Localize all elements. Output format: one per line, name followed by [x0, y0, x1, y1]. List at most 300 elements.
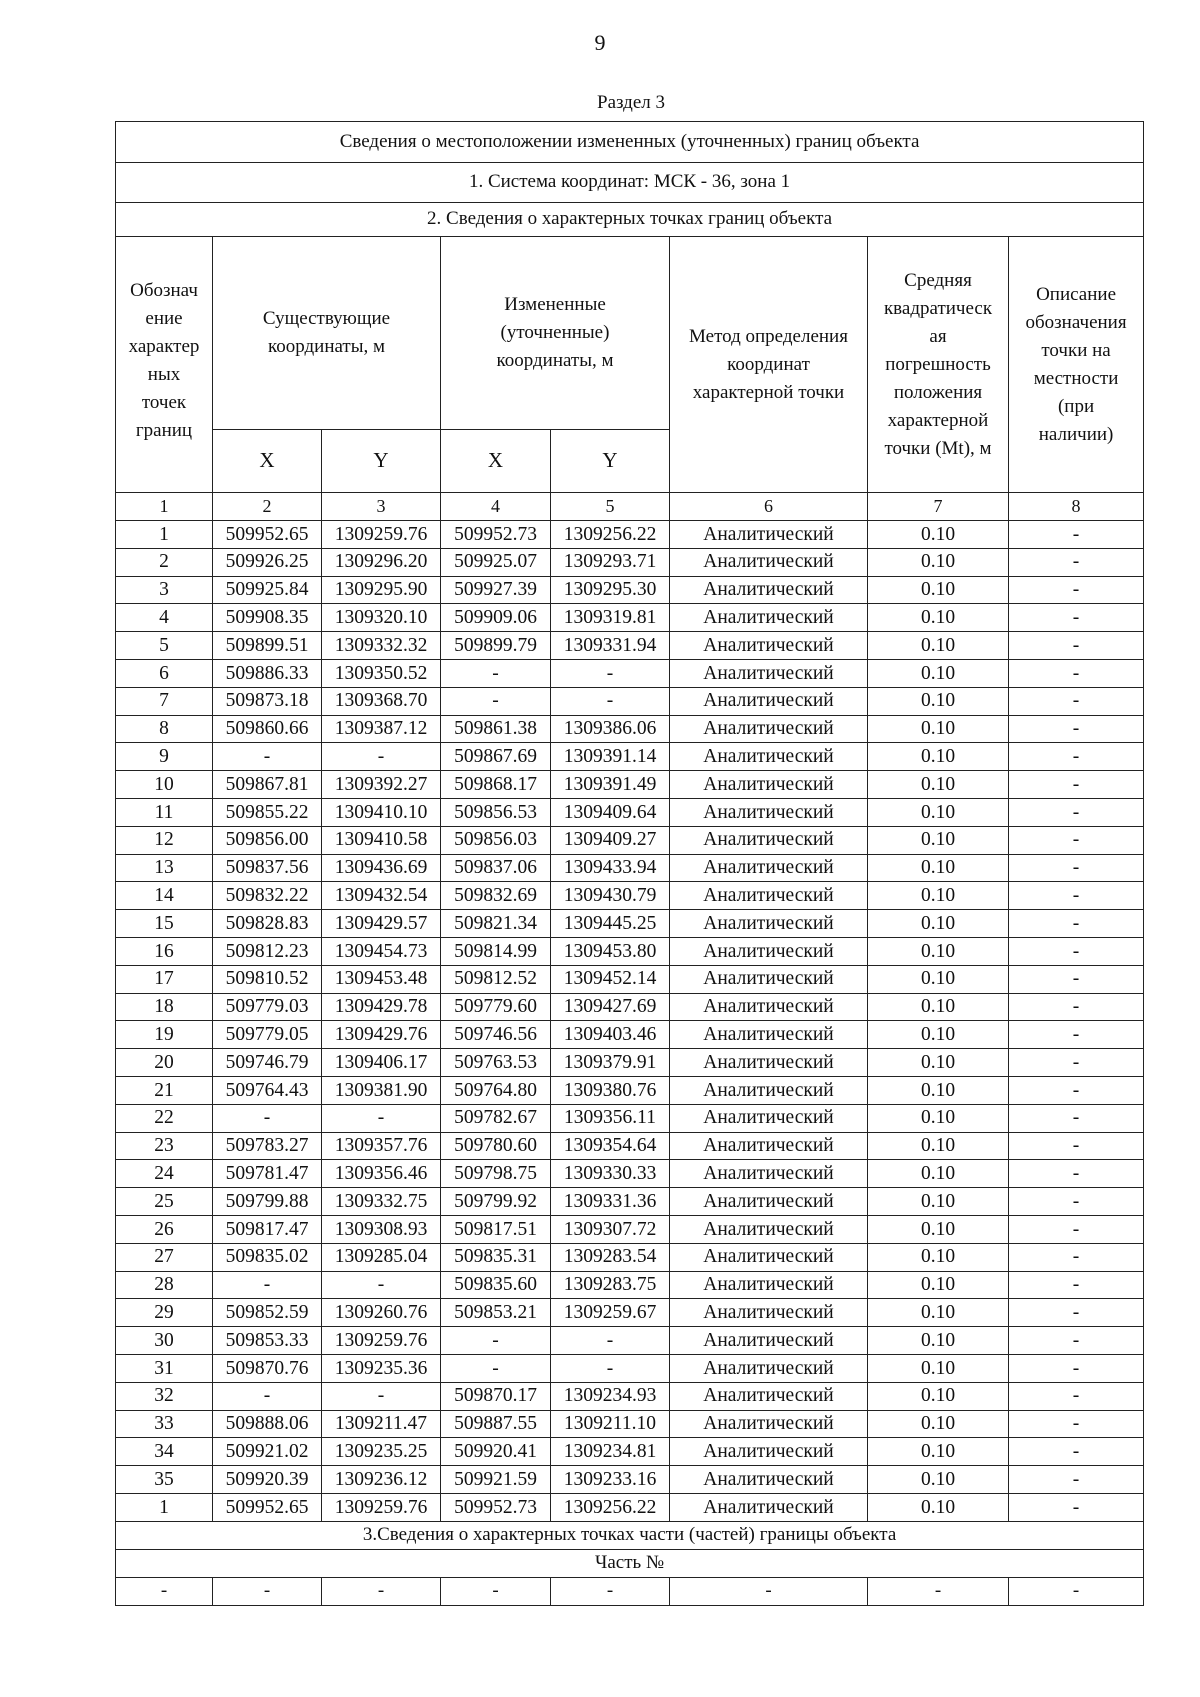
empty-cell: - [670, 1577, 868, 1605]
existing-y-cell: 1309429.76 [322, 1021, 441, 1049]
method-cell: Аналитический [670, 1410, 868, 1438]
method-cell: Аналитический [670, 1076, 868, 1104]
table-row [116, 715, 1144, 743]
changed-y-cell: 1309380.76 [551, 1076, 670, 1104]
point-number-cell: 9 [116, 743, 213, 771]
table-row [116, 1076, 1144, 1104]
existing-y-cell: 1309410.10 [322, 798, 441, 826]
table-row [116, 1104, 1144, 1132]
changed-y-cell: 1309391.49 [551, 771, 670, 799]
method-cell: Аналитический [670, 1382, 868, 1410]
existing-x-cell: 509828.83 [213, 910, 322, 938]
existing-y-cell: 1309295.90 [322, 576, 441, 604]
description-cell: - [1009, 1354, 1144, 1382]
column-number: 8 [1009, 493, 1144, 521]
method-cell: Аналитический [670, 1493, 868, 1521]
description-cell: - [1009, 965, 1144, 993]
changed-y-cell: 1309293.71 [551, 548, 670, 576]
changed-y-cell: 1309319.81 [551, 604, 670, 632]
point-number-cell: 10 [116, 771, 213, 799]
point-number-cell: 17 [116, 965, 213, 993]
column-number: 7 [868, 493, 1009, 521]
changed-x-cell: 509746.56 [441, 1021, 551, 1049]
method-cell: Аналитический [670, 854, 868, 882]
existing-y-cell: 1309285.04 [322, 1243, 441, 1271]
empty-cell: - [322, 1577, 441, 1605]
existing-y-cell: 1309454.73 [322, 937, 441, 965]
header-existing-coords: Существующие координаты, м [213, 237, 441, 430]
description-cell: - [1009, 687, 1144, 715]
changed-y-cell: 1309234.93 [551, 1382, 670, 1410]
changed-x-cell: 509856.03 [441, 826, 551, 854]
existing-y-cell: 1309296.20 [322, 548, 441, 576]
table-row [116, 1410, 1144, 1438]
table-row [116, 548, 1144, 576]
point-number-cell: 35 [116, 1466, 213, 1494]
point-number-cell: 34 [116, 1438, 213, 1466]
description-cell: - [1009, 743, 1144, 771]
existing-y-cell: 1309387.12 [322, 715, 441, 743]
existing-y-cell: 1309332.32 [322, 632, 441, 660]
mean-error-cell: 0.10 [868, 1354, 1009, 1382]
point-number-cell: 4 [116, 604, 213, 632]
mean-error-cell: 0.10 [868, 1438, 1009, 1466]
empty-cell: - [116, 1577, 213, 1605]
header-point-designation: Обознач ение характер ных точек границ [116, 237, 213, 493]
changed-x-cell: 509868.17 [441, 771, 551, 799]
mean-error-cell: 0.10 [868, 798, 1009, 826]
changed-y-cell: 1309409.27 [551, 826, 670, 854]
method-cell: Аналитический [670, 1299, 868, 1327]
method-cell: Аналитический [670, 1215, 868, 1243]
mean-error-cell: 0.10 [868, 521, 1009, 549]
changed-x-cell: 509821.34 [441, 910, 551, 938]
existing-x-cell: 509860.66 [213, 715, 322, 743]
method-cell: Аналитический [670, 826, 868, 854]
method-cell: Аналитический [670, 1132, 868, 1160]
existing-y-cell: 1309429.57 [322, 910, 441, 938]
points-heading: 2. Сведения о характерных точках границ объекта [116, 203, 1144, 237]
point-number-cell: 25 [116, 1188, 213, 1216]
method-cell: Аналитический [670, 1327, 868, 1355]
point-number-cell: 15 [116, 910, 213, 938]
table-row [116, 576, 1144, 604]
changed-y-cell: 1309403.46 [551, 1021, 670, 1049]
description-cell: - [1009, 1049, 1144, 1077]
point-number-cell: 8 [116, 715, 213, 743]
existing-y-cell: 1309410.58 [322, 826, 441, 854]
description-cell: - [1009, 1188, 1144, 1216]
existing-y-cell: 1309357.76 [322, 1132, 441, 1160]
changed-y-cell: 1309427.69 [551, 993, 670, 1021]
mean-error-cell: 0.10 [868, 1049, 1009, 1077]
changed-y-cell: 1309233.16 [551, 1466, 670, 1494]
empty-part-row [116, 1577, 1144, 1605]
point-number-cell: 11 [116, 798, 213, 826]
description-cell: - [1009, 1243, 1144, 1271]
mean-error-cell: 0.10 [868, 854, 1009, 882]
changed-y-cell: - [551, 687, 670, 715]
method-cell: Аналитический [670, 604, 868, 632]
method-cell: Аналитический [670, 659, 868, 687]
existing-y-cell: 1309235.25 [322, 1438, 441, 1466]
description-cell: - [1009, 1493, 1144, 1521]
section-title: Раздел 3 [597, 92, 665, 113]
existing-y-cell: 1309259.76 [322, 1327, 441, 1355]
changed-y-cell: - [551, 659, 670, 687]
mean-error-cell: 0.10 [868, 1382, 1009, 1410]
existing-x-cell: 509746.79 [213, 1049, 322, 1077]
mean-error-cell: 0.10 [868, 1493, 1009, 1521]
method-cell: Аналитический [670, 1271, 868, 1299]
parts-heading-row [116, 1521, 1144, 1549]
existing-x-cell: 509837.56 [213, 854, 322, 882]
empty-cell: - [1009, 1577, 1144, 1605]
changed-x-cell: 509837.06 [441, 854, 551, 882]
point-number-cell: 20 [116, 1049, 213, 1077]
table-row [116, 1466, 1144, 1494]
description-cell: - [1009, 548, 1144, 576]
changed-x-cell: 509780.60 [441, 1132, 551, 1160]
description-cell: - [1009, 632, 1144, 660]
changed-x-cell: - [441, 1354, 551, 1382]
changed-y-cell: 1309433.94 [551, 854, 670, 882]
point-number-cell: 31 [116, 1354, 213, 1382]
existing-x-cell: 509952.65 [213, 1493, 322, 1521]
changed-y-cell: 1309430.79 [551, 882, 670, 910]
changed-y-cell: 1309283.54 [551, 1243, 670, 1271]
point-number-cell: 23 [116, 1132, 213, 1160]
description-cell: - [1009, 1271, 1144, 1299]
existing-x-cell: 509853.33 [213, 1327, 322, 1355]
description-cell: - [1009, 604, 1144, 632]
table-row [116, 1382, 1144, 1410]
existing-x-cell: 509870.76 [213, 1354, 322, 1382]
mean-error-cell: 0.10 [868, 1132, 1009, 1160]
mean-error-cell: 0.10 [868, 743, 1009, 771]
table-row [116, 1354, 1144, 1382]
description-cell: - [1009, 576, 1144, 604]
method-cell: Аналитический [670, 1160, 868, 1188]
mean-error-cell: 0.10 [868, 1104, 1009, 1132]
mean-error-cell: 0.10 [868, 1188, 1009, 1216]
description-cell: - [1009, 993, 1144, 1021]
point-number-cell: 18 [116, 993, 213, 1021]
description-cell: - [1009, 854, 1144, 882]
point-number-cell: 12 [116, 826, 213, 854]
table-row [116, 1327, 1144, 1355]
table-row [116, 1215, 1144, 1243]
changed-y-cell: 1309256.22 [551, 1493, 670, 1521]
method-cell: Аналитический [670, 1354, 868, 1382]
existing-x-cell: 509908.35 [213, 604, 322, 632]
description-cell: - [1009, 1160, 1144, 1188]
method-cell: Аналитический [670, 548, 868, 576]
existing-x-cell: 509852.59 [213, 1299, 322, 1327]
point-number-cell: 21 [116, 1076, 213, 1104]
table-row [116, 1243, 1144, 1271]
table-row [116, 826, 1144, 854]
changed-y-cell: 1309256.22 [551, 521, 670, 549]
existing-x-cell: 509779.03 [213, 993, 322, 1021]
changed-y-cell: 1309452.14 [551, 965, 670, 993]
column-number: 1 [116, 493, 213, 521]
description-cell: - [1009, 521, 1144, 549]
mean-error-cell: 0.10 [868, 632, 1009, 660]
table-row [116, 632, 1144, 660]
changed-y-cell: - [551, 1327, 670, 1355]
description-cell: - [1009, 910, 1144, 938]
table-row [116, 1132, 1144, 1160]
point-number-cell: 33 [116, 1410, 213, 1438]
mean-error-cell: 0.10 [868, 910, 1009, 938]
existing-x-cell: 509810.52 [213, 965, 322, 993]
header-mean-error: Средняя квадратическ ая погрешность положения характерной точки (Mt), м [868, 237, 1009, 493]
table-row [116, 854, 1144, 882]
changed-x-cell: 509832.69 [441, 882, 551, 910]
changed-x-cell: 509835.60 [441, 1271, 551, 1299]
changed-x-cell: 509798.75 [441, 1160, 551, 1188]
empty-cell: - [551, 1577, 670, 1605]
table-row [116, 910, 1144, 938]
changed-x-cell: 509853.21 [441, 1299, 551, 1327]
method-cell: Аналитический [670, 1049, 868, 1077]
method-cell: Аналитический [670, 771, 868, 799]
table-row [116, 687, 1144, 715]
boundary-points-table [115, 121, 1144, 1606]
existing-x-cell: 509779.05 [213, 1021, 322, 1049]
table-row [116, 965, 1144, 993]
mean-error-cell: 0.10 [868, 659, 1009, 687]
parts-heading: 3.Сведения о характерных точках части (частей) границы объекта [116, 1521, 1144, 1549]
changed-x-cell: 509925.07 [441, 548, 551, 576]
changed-y-cell: 1309259.67 [551, 1299, 670, 1327]
changed-x-cell: 509856.53 [441, 798, 551, 826]
method-cell: Аналитический [670, 521, 868, 549]
empty-cell: - [441, 1577, 551, 1605]
mean-error-cell: 0.10 [868, 826, 1009, 854]
point-number-cell: 30 [116, 1327, 213, 1355]
changed-x-cell: 509952.73 [441, 1493, 551, 1521]
changed-x-cell: 509782.67 [441, 1104, 551, 1132]
method-cell: Аналитический [670, 1466, 868, 1494]
changed-y-cell: 1309354.64 [551, 1132, 670, 1160]
existing-x-cell: 509873.18 [213, 687, 322, 715]
table-row [116, 521, 1144, 549]
point-number-cell: 1 [116, 521, 213, 549]
table-row [116, 1188, 1144, 1216]
description-cell: - [1009, 882, 1144, 910]
existing-y-cell: 1309259.76 [322, 521, 441, 549]
existing-x-cell: 509835.02 [213, 1243, 322, 1271]
existing-x-cell: 509783.27 [213, 1132, 322, 1160]
changed-x-cell: - [441, 687, 551, 715]
changed-x-cell: 509899.79 [441, 632, 551, 660]
point-number-cell: 28 [116, 1271, 213, 1299]
mean-error-cell: 0.10 [868, 965, 1009, 993]
existing-x-cell: 509888.06 [213, 1410, 322, 1438]
existing-x-cell: 509921.02 [213, 1438, 322, 1466]
changed-y-cell: 1309453.80 [551, 937, 670, 965]
point-number-cell: 26 [116, 1215, 213, 1243]
changed-y-cell: 1309386.06 [551, 715, 670, 743]
method-cell: Аналитический [670, 798, 868, 826]
existing-y-cell: - [322, 743, 441, 771]
method-cell: Аналитический [670, 632, 868, 660]
description-cell: - [1009, 1132, 1144, 1160]
changed-x-cell: - [441, 659, 551, 687]
table-row [116, 604, 1144, 632]
existing-y-cell: 1309332.75 [322, 1188, 441, 1216]
description-cell: - [1009, 1410, 1144, 1438]
changed-y-cell: 1309331.94 [551, 632, 670, 660]
method-cell: Аналитический [670, 1021, 868, 1049]
empty-cell: - [868, 1577, 1009, 1605]
table-title-row [116, 122, 1144, 163]
table-row [116, 771, 1144, 799]
existing-y-cell: - [322, 1104, 441, 1132]
method-cell: Аналитический [670, 965, 868, 993]
existing-y-cell: 1309235.36 [322, 1354, 441, 1382]
table-row [116, 1438, 1144, 1466]
changed-x-cell: 509870.17 [441, 1382, 551, 1410]
mean-error-cell: 0.10 [868, 1271, 1009, 1299]
existing-y-cell: 1309429.78 [322, 993, 441, 1021]
changed-y-cell: 1309379.91 [551, 1049, 670, 1077]
mean-error-cell: 0.10 [868, 548, 1009, 576]
table-row [116, 798, 1144, 826]
description-cell: - [1009, 937, 1144, 965]
changed-x-cell: 509921.59 [441, 1466, 551, 1494]
description-cell: - [1009, 771, 1144, 799]
description-cell: - [1009, 659, 1144, 687]
existing-x-cell: - [213, 743, 322, 771]
header-changed-y: Y [551, 430, 670, 493]
existing-y-cell: 1309211.47 [322, 1410, 441, 1438]
changed-x-cell: 509920.41 [441, 1438, 551, 1466]
coord-system: 1. Система координат: МСК - 36, зона 1 [116, 163, 1144, 203]
point-number-cell: 27 [116, 1243, 213, 1271]
header-existing-x: X [213, 430, 322, 493]
points-heading-row [116, 203, 1144, 237]
mean-error-cell: 0.10 [868, 576, 1009, 604]
changed-x-cell: 509779.60 [441, 993, 551, 1021]
method-cell: Аналитический [670, 993, 868, 1021]
changed-y-cell: 1309295.30 [551, 576, 670, 604]
changed-y-cell: 1309330.33 [551, 1160, 670, 1188]
table-row [116, 1160, 1144, 1188]
point-number-cell: 24 [116, 1160, 213, 1188]
existing-y-cell: 1309236.12 [322, 1466, 441, 1494]
changed-x-cell: 509835.31 [441, 1243, 551, 1271]
method-cell: Аналитический [670, 743, 868, 771]
existing-y-cell: 1309381.90 [322, 1076, 441, 1104]
header-method: Метод определения координат характерной точки [670, 237, 868, 493]
changed-y-cell: 1309409.64 [551, 798, 670, 826]
mean-error-cell: 0.10 [868, 937, 1009, 965]
description-cell: - [1009, 1327, 1144, 1355]
table-row [116, 659, 1144, 687]
changed-x-cell: 509817.51 [441, 1215, 551, 1243]
description-cell: - [1009, 1438, 1144, 1466]
existing-x-cell: 509817.47 [213, 1215, 322, 1243]
header-changed-x: X [441, 430, 551, 493]
point-number-cell: 5 [116, 632, 213, 660]
column-number: 3 [322, 493, 441, 521]
changed-x-cell: 509812.52 [441, 965, 551, 993]
point-number-cell: 6 [116, 659, 213, 687]
mean-error-cell: 0.10 [868, 1215, 1009, 1243]
existing-y-cell: 1309432.54 [322, 882, 441, 910]
existing-x-cell: - [213, 1382, 322, 1410]
mean-error-cell: 0.10 [868, 771, 1009, 799]
description-cell: - [1009, 1215, 1144, 1243]
existing-y-cell: 1309356.46 [322, 1160, 441, 1188]
table-title: Сведения о местоположении измененных (уточненных) границ объекта [116, 122, 1144, 163]
header-row [116, 237, 1144, 430]
existing-y-cell: 1309406.17 [322, 1049, 441, 1077]
description-cell: - [1009, 715, 1144, 743]
existing-x-cell: 509856.00 [213, 826, 322, 854]
existing-x-cell: - [213, 1271, 322, 1299]
mean-error-cell: 0.10 [868, 1160, 1009, 1188]
changed-y-cell: 1309445.25 [551, 910, 670, 938]
mean-error-cell: 0.10 [868, 687, 1009, 715]
existing-x-cell: 509926.25 [213, 548, 322, 576]
existing-y-cell: - [322, 1271, 441, 1299]
changed-x-cell: 509927.39 [441, 576, 551, 604]
changed-x-cell: 509861.38 [441, 715, 551, 743]
point-number-cell: 14 [116, 882, 213, 910]
column-numbers-row [116, 493, 1144, 521]
existing-x-cell: 509764.43 [213, 1076, 322, 1104]
table-row [116, 1493, 1144, 1521]
changed-y-cell: 1309307.72 [551, 1215, 670, 1243]
changed-x-cell: 509952.73 [441, 521, 551, 549]
coord-system-row [116, 163, 1144, 203]
part-number-label: Часть № [116, 1549, 1144, 1577]
existing-y-cell: 1309350.52 [322, 659, 441, 687]
method-cell: Аналитический [670, 1188, 868, 1216]
point-number-cell: 13 [116, 854, 213, 882]
changed-y-cell: 1309391.14 [551, 743, 670, 771]
part-number-row [116, 1549, 1144, 1577]
changed-x-cell: 509814.99 [441, 937, 551, 965]
table-row [116, 993, 1144, 1021]
point-number-cell: 19 [116, 1021, 213, 1049]
mean-error-cell: 0.10 [868, 1021, 1009, 1049]
existing-x-cell: 509812.23 [213, 937, 322, 965]
column-number: 2 [213, 493, 322, 521]
existing-x-cell: 509867.81 [213, 771, 322, 799]
existing-x-cell: 509832.22 [213, 882, 322, 910]
table-row [116, 937, 1144, 965]
mean-error-cell: 0.10 [868, 1410, 1009, 1438]
changed-x-cell: 509887.55 [441, 1410, 551, 1438]
changed-y-cell: - [551, 1354, 670, 1382]
method-cell: Аналитический [670, 1104, 868, 1132]
existing-x-cell: 509799.88 [213, 1188, 322, 1216]
mean-error-cell: 0.10 [868, 882, 1009, 910]
existing-x-cell: 509920.39 [213, 1466, 322, 1494]
changed-x-cell: 509799.92 [441, 1188, 551, 1216]
method-cell: Аналитический [670, 882, 868, 910]
point-number-cell: 7 [116, 687, 213, 715]
point-number-cell: 32 [116, 1382, 213, 1410]
existing-x-cell: 509899.51 [213, 632, 322, 660]
table-row [116, 1049, 1144, 1077]
existing-x-cell: 509952.65 [213, 521, 322, 549]
